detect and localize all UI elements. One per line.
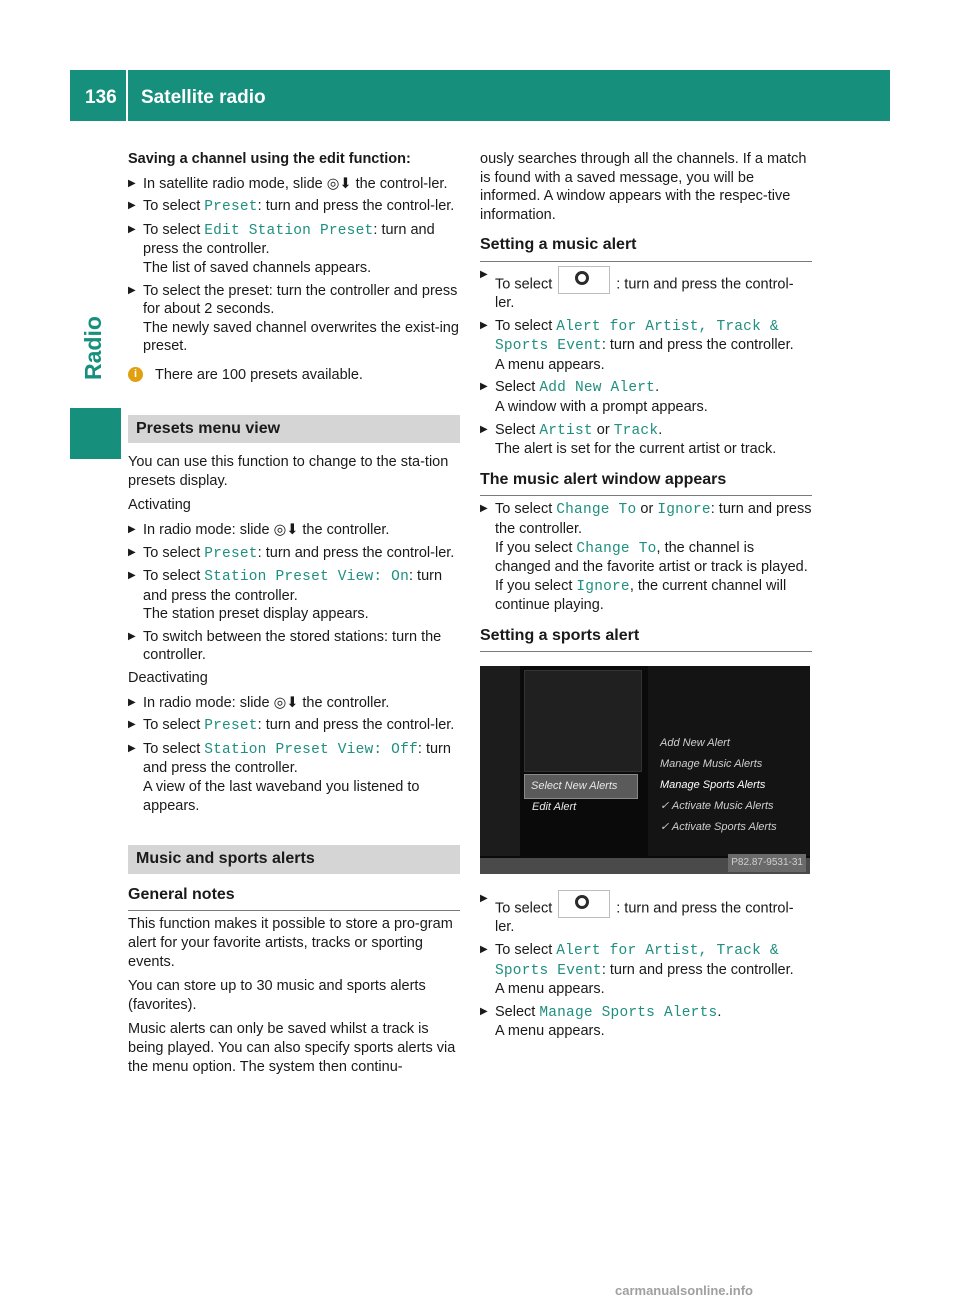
image-code: P82.87-9531-31: [728, 854, 806, 873]
label-deactivating: Deactivating: [128, 670, 208, 687]
menu-item-code: Preset: [204, 718, 258, 735]
menu-item-code: Manage Sports Alerts: [539, 1004, 718, 1021]
step: ▶ In satellite radio mode, slide ◎⬇ the control-ler.: [128, 175, 448, 192]
screen-strip: [480, 666, 520, 856]
step: ▶ In radio mode: slide ◎⬇ the controller.: [128, 694, 390, 711]
menu-item-code: Ignore: [576, 578, 630, 595]
subheading-music-alert: Setting a music alert: [480, 236, 812, 262]
paragraph: You can use this function to change to the sta-tion presets display.: [128, 454, 449, 489]
menu-item-code: Ignore: [657, 502, 711, 519]
arrow-icon: ▶: [128, 223, 136, 235]
screen-menu-item: ✓ Activate Sports Alerts: [660, 821, 777, 834]
menu-item-code: Preset: [204, 199, 258, 216]
step: ▶ To select Preset: turn and press the control-ler.: [128, 717, 455, 735]
arrow-icon: ▶: [480, 381, 488, 393]
paragraph: You can store up to 30 music and sports alerts (favorites).: [128, 978, 426, 1013]
step: ▶ To select Preset: turn and press the control-ler.: [128, 544, 455, 562]
step-result: The newly saved channel overwrites the exist-ing preset.: [143, 319, 459, 355]
side-color-block: [70, 408, 121, 459]
menu-item-code: Change To: [556, 502, 637, 519]
step: ▶ To select Alert for Artist, Track & Sports Event: turn and press the controller. A menu appears.: [480, 317, 794, 373]
paragraph: This function makes it possible to store a pro-gram alert for your favorite artists, tracks or sporting events.: [128, 916, 453, 970]
screen-menu-item: Manage Music Alerts: [660, 758, 763, 771]
step: ▶ Select Artist or Track. The alert is set for the current artist or track.: [480, 421, 777, 458]
settings-button-icon: [558, 266, 610, 294]
step-result: The station preset display appears.: [143, 606, 369, 623]
arrow-icon: ▶: [128, 523, 136, 535]
arrow-icon: ▶: [128, 570, 136, 582]
arrow-icon: ▶: [128, 719, 136, 731]
step: ▶ To select : turn and press the control-ler.: [480, 266, 812, 313]
arrow-icon: ▶: [480, 1005, 488, 1017]
arrow-icon: ▶: [480, 268, 488, 280]
screen-menu-item: ✓ Activate Music Alerts: [660, 800, 774, 813]
screen-item: Edit Alert: [532, 801, 577, 814]
menu-item-code: Preset: [204, 545, 258, 562]
menu-item-code: Station Preset View: On: [204, 569, 409, 586]
step-result: A window with a prompt appears.: [495, 398, 708, 415]
step-result: A view of the last waveband you listened to appears.: [143, 779, 420, 814]
menu-item-code: Add New Alert: [539, 380, 656, 397]
subheading-music-alert-window: The music alert window appears: [480, 471, 812, 497]
gear-icon: [575, 271, 589, 285]
menu-item-code: Change To: [576, 540, 657, 557]
step: ▶ To select Alert for Artist, Track & Sports Event: turn and press the controller. A menu appears.: [480, 942, 794, 998]
paragraph: Music alerts can only be saved whilst a track is being played. You can also specify sports alerts via the menu option. The system then continu-: [128, 1021, 456, 1075]
arrow-icon: ▶: [480, 423, 488, 435]
arrow-icon: ▶: [128, 742, 136, 754]
left-column: [128, 150, 460, 1082]
paragraph: ously searches through all the channels. If a match is found with a saved message, you will be informed. A window appears with the respec-tive information.: [480, 151, 807, 223]
screen-item-selected: Select New Alerts: [524, 774, 638, 799]
step-result: A menu appears.: [495, 356, 605, 373]
step-result: A menu appears.: [495, 1023, 605, 1040]
step: ▶ Select Add New Alert. A window with a prompt appears.: [480, 379, 708, 415]
arrow-icon: ▶: [480, 944, 488, 956]
page-number: 136: [85, 87, 117, 108]
header-divider: [126, 70, 128, 121]
step: ▶ To switch between the stored stations: turn the controller.: [128, 628, 442, 664]
menu-item-code: Edit Station Preset: [204, 222, 374, 239]
step: ▶ Select Manage Sports Alerts. A menu appears.: [480, 1003, 722, 1040]
step-result: The list of saved channels appears.: [143, 259, 372, 276]
menu-item-code: Artist: [539, 422, 593, 439]
section-title-presets: Presets menu view: [128, 415, 460, 444]
gear-icon: [575, 895, 589, 909]
step-result: A menu appears.: [495, 981, 605, 998]
step: ▶ To select the preset: turn the controller and press for about 2 seconds. The newly saved channel overwrites the exist-ing preset.: [128, 282, 459, 355]
menu-item-code: Station Preset View: Off: [204, 741, 418, 758]
step: ▶ To select Preset: turn and press the control-ler.: [128, 198, 455, 216]
settings-button-icon: [558, 890, 610, 918]
screen-image: [480, 666, 810, 874]
arrow-icon: ▶: [128, 200, 136, 212]
arrow-icon: ▶: [128, 630, 136, 642]
screen-panel: [524, 670, 642, 772]
side-section-label: Radio: [80, 316, 106, 380]
screen-menu-item: Manage Sports Alerts: [660, 779, 766, 792]
info-note: i There are 100 presets available.: [128, 366, 460, 385]
section-heading-saving: Saving a channel using the edit function:: [128, 151, 411, 167]
menu-item-code: Alert for Artist, Track & Sports Event: [495, 318, 779, 355]
screen-menu-item: Add New Alert: [660, 737, 730, 750]
menu-item-code: Track: [613, 422, 659, 439]
menu-item-code: Alert for Artist, Track & Sports Event: [495, 943, 779, 979]
step: ▶ To select Station Preset View: On: turn and press the controller. The station preset display appears.: [128, 568, 443, 623]
info-icon: i: [128, 367, 143, 382]
step: ▶ In radio mode: slide ◎⬇ the controller.: [128, 521, 390, 538]
arrow-icon: ▶: [480, 319, 488, 331]
watermark: carmanualsonline.info: [615, 1283, 753, 1298]
arrow-icon: ▶: [128, 546, 136, 558]
arrow-icon: ▶: [128, 177, 136, 189]
page-title: Satellite radio: [141, 87, 266, 108]
arrow-icon: ▶: [480, 893, 488, 905]
subheading-sports-alert: Setting a sports alert: [480, 627, 812, 653]
step-result: The alert is set for the current artist or track.: [495, 441, 777, 458]
right-column: [480, 150, 812, 1045]
arrow-icon: ▶: [128, 284, 136, 296]
step: ▶ To select Change To or Ignore: turn and press the controller. If you select Change To, the channel is changed and the favorite artist or track is played. If you select Ignore, the current channel will continue playing.: [480, 501, 812, 614]
subheading-general-notes: General notes: [128, 886, 460, 912]
arrow-icon: ▶: [480, 503, 488, 515]
arrow-icon: ▶: [128, 696, 136, 708]
step: ▶ To select Station Preset View: Off: turn and press the controller. A view of the last waveband you listened to appears.: [128, 740, 451, 814]
section-title-alerts: Music and sports alerts: [128, 845, 460, 874]
step: ▶ To select Edit Station Preset: turn and press the controller. The list of saved channels appears.: [128, 221, 435, 276]
step: ▶ To select : turn and press the control-ler.: [480, 890, 812, 937]
label-activating: Activating: [128, 497, 191, 514]
